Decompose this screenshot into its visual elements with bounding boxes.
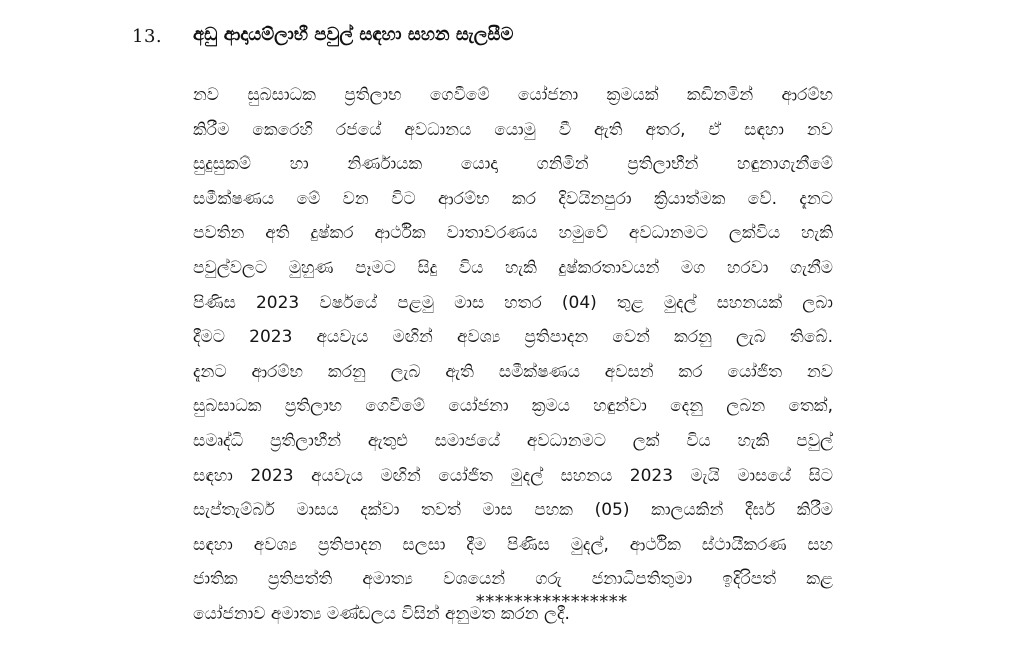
paragraph-line: සමෘද්ධි ප්‍රතිලාභීන් ඇතුළු සමාජයේ අවධානමට ලක් විය හැකි පවුල් [193, 430, 833, 451]
body-paragraph [193, 78, 833, 632]
paragraph-line: සඳහා 2023 අයවැය මඟින් යෝජිත මුදල් සහනය 2023 මැයි මාසයේ සිට [193, 465, 833, 486]
paragraph-line: පවුල්වලට මුහුණ පෑමට සිදු විය හැකි දුෂ්කරතාවයන් මග හරවා ගැනීම [193, 257, 833, 278]
paragraph-line: පිණිස 2023 වර්ෂයේ පළමු මාස හතර (04) තුළ මුදල් සහනයක් ලබා [193, 292, 833, 313]
paragraph-line: සුබසාධක ප්‍රතිලාභ ගෙවීමේ යෝජනා ක්‍රමය හඳුන්වා දෙනු ලබන තෙක්, [193, 396, 833, 417]
section-number: 13. [132, 26, 163, 47]
paragraph-line: දීමට 2023 අයවැය මඟින් අවශ්‍ය ප්‍රතිපාදන වෙන් කරනු ලැබ තිබේ. [193, 327, 833, 348]
paragraph-line: නව සුබසාධක ප්‍රතිලාභ ගෙවීමේ යෝජනා ක්‍රමයක් කඩිනමින් ආරම්භ [193, 85, 833, 105]
paragraph-line: සමීක්ෂණය මේ වන විට ආරම්භ කර දිවයිනපුරා ක්‍රියාත්මක වේ. දැනට [193, 188, 833, 209]
paragraph-line: සුදුසුකම් හා නිර්ණායක යොදා ගනිමින් ප්‍රතිලාභීන් හඳුනාගැනීමේ [193, 154, 833, 175]
paragraph-line: පවතින අති දුෂ්කර ආර්ථික වාතාවරණය හමුවේ අවධානමට ලක්විය හැකි [193, 223, 833, 244]
paragraph-line: සඳහා අවශ්‍ය ප්‍රතිපාදන සලසා දීම පිණිස මුදල්, ආර්ථික ස්ථායීකරණ සහ [193, 534, 833, 555]
paragraph-line: සැප්තැම්බර් මාසය දක්වා තවත් මාස පහක (05) කාලයකින් දීර්ඝ කිරීම [193, 500, 833, 521]
paragraph-line: ජාතික ප්‍රතිපත්ති අමාත්‍ය වශයෙන් ගරු ජනාධිපතිතුමා ඉදිරිපත් කළ [193, 569, 833, 590]
paragraph-line: යෝජනාව අමාත්‍ය මණ්ඩලය විසින් අනුමත කරන ලදී. [193, 603, 570, 624]
paragraph-line: දැනට ආරම්භ කරනු ලැබ ඇති සමීක්ෂණය අවසන් කර යෝජිත නව [193, 361, 833, 382]
section-title: අඩු ආදායම්ලාභී පවුල් සඳහා සහන සැලසීම [193, 24, 514, 45]
section-separator: **************** [476, 592, 628, 612]
paragraph-line: කිරීම කෙරෙහි රජයේ අවධානය යොමු වී ඇති අතර, ඒ සඳහා නව [193, 119, 833, 140]
